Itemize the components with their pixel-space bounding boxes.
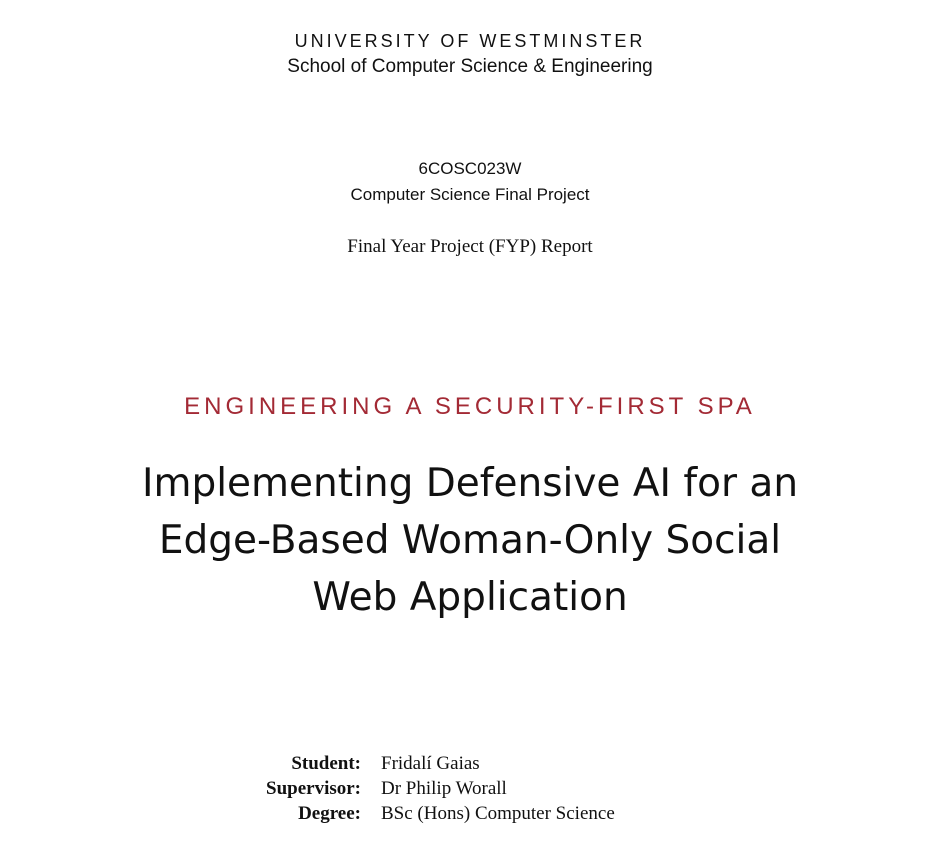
university-name: UNIVERSITY OF WESTMINSTER — [294, 31, 646, 51]
report-type: Final Year Project (FYP) Report — [347, 236, 593, 257]
supervisor-label: Supervisor: — [266, 778, 361, 799]
module-code: 6COSC023W — [418, 159, 522, 178]
supervisor-row — [235, 776, 615, 801]
project-title-line: Edge-Based Woman-Only Social — [158, 518, 782, 563]
degree-name: BSc (Hons) Computer Science — [381, 803, 615, 824]
student-row — [235, 751, 615, 776]
project-title — [0, 455, 940, 626]
student-name: Fridalí Gaias — [381, 753, 480, 774]
author-details — [235, 751, 615, 826]
degree-label: Degree: — [298, 803, 361, 824]
project-title-line: Web Application — [312, 575, 628, 620]
project-title-line: Implementing Defensive AI for an — [141, 461, 799, 506]
module-title: Computer Science Final Project — [350, 185, 590, 204]
school-name: School of Computer Science & Engineering — [287, 56, 653, 77]
project-subtitle: ENGINEERING A SECURITY-FIRST SPA — [184, 393, 756, 420]
student-label: Student: — [291, 753, 361, 774]
degree-row — [235, 801, 615, 826]
supervisor-name: Dr Philip Worall — [381, 778, 507, 799]
